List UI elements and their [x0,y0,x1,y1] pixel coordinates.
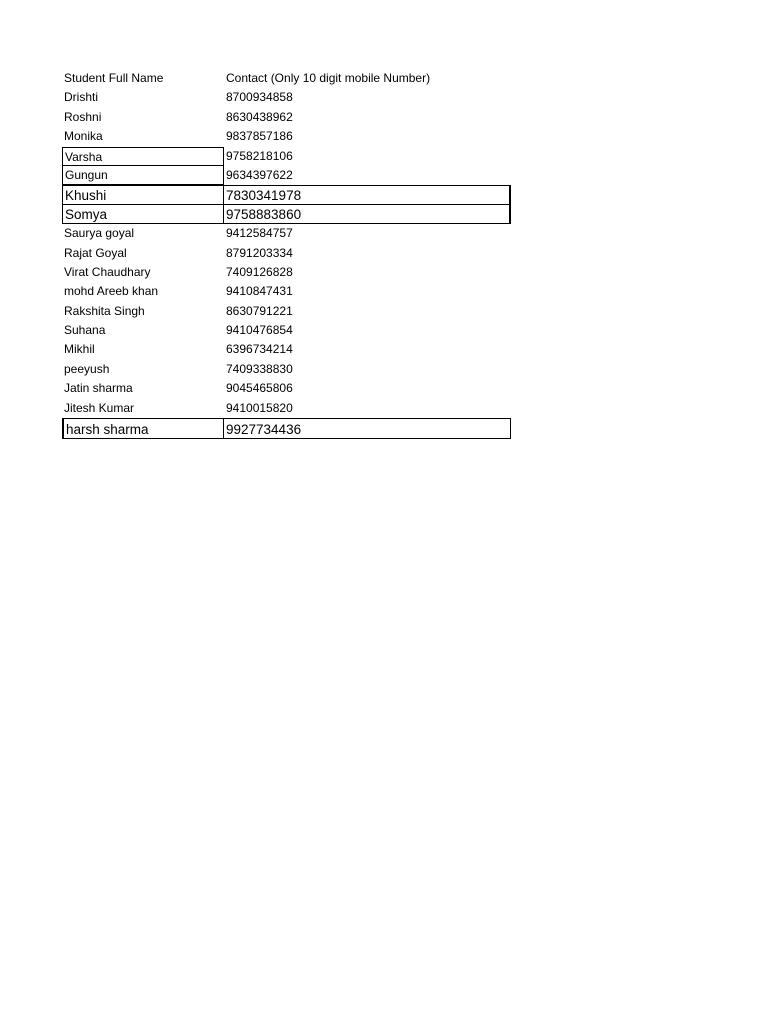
contact-cell[interactable]: 7409126828 [226,264,293,279]
contact-cell[interactable]: 8630438962 [226,109,293,124]
student-name-cell[interactable]: Jitesh Kumar [64,400,135,415]
contact-cell[interactable]: 9634397622 [226,167,293,182]
contact-cell[interactable]: 6396734214 [226,342,293,357]
contact-cell[interactable]: 7830341978 [224,185,511,204]
table-row [62,244,511,263]
table-row [62,418,511,439]
contact-cell[interactable]: 8630791221 [226,303,293,318]
student-name-cell[interactable]: Monika [64,129,103,144]
table-row [62,321,511,340]
student-name-cell[interactable]: Drishti [64,90,99,105]
contact-cell[interactable]: 8791203334 [226,245,293,260]
contact-cell[interactable]: 9410476854 [226,323,293,338]
table-row [62,108,511,127]
table-row [62,360,511,379]
contact-cell[interactable]: 8700934858 [226,90,293,105]
student-name-cell[interactable]: Roshni [64,109,102,124]
contact-cell[interactable]: 9927734436 [224,418,511,439]
student-name-cell[interactable]: peeyush [64,361,110,376]
table-row [62,205,511,224]
contact-cell[interactable]: 9045465806 [226,381,293,396]
table-row [62,147,511,166]
student-name-cell[interactable]: Mikhil [64,342,95,357]
table-row [62,127,511,146]
header-student-name[interactable]: Student Full Name [64,71,164,85]
student-name-cell[interactable]: mohd Areeb khan [64,284,159,299]
contact-cell[interactable]: 9410847431 [226,284,293,299]
student-name-cell[interactable]: harsh sharma [62,418,224,439]
contact-cell[interactable]: 9758883860 [224,205,511,224]
student-name-cell[interactable]: Varsha [62,147,224,166]
student-name-cell[interactable]: Rakshita Singh [64,303,145,318]
header-row [62,69,511,88]
header-contact[interactable]: Contact (Only 10 digit mobile Number) [226,71,431,85]
contact-cell[interactable]: 9758218106 [226,148,293,163]
contact-cell[interactable]: 9412584757 [226,226,293,241]
table-row [62,340,511,359]
student-name-cell[interactable]: Saurya goyal [64,226,135,241]
student-name-cell[interactable]: Virat Chaudhary [64,264,151,279]
table-row [62,185,511,204]
student-name-cell[interactable]: Khushi [62,185,224,204]
contact-cell[interactable]: 9410015820 [226,400,293,415]
table-row [62,224,511,243]
student-name-cell[interactable]: Gungun [62,166,224,185]
student-name-cell[interactable]: Suhana [64,323,106,338]
table-row [62,282,511,301]
table-row [62,302,511,321]
table-row [62,263,511,282]
spreadsheet-table [62,69,511,439]
table-row [62,166,511,185]
table-row [62,88,511,107]
table-row [62,379,511,398]
student-name-cell[interactable]: Rajat Goyal [64,245,127,260]
contact-cell[interactable]: 7409338830 [226,361,293,376]
student-name-cell[interactable]: Somya [62,205,224,224]
table-row [62,399,511,418]
contact-cell[interactable]: 9837857186 [226,129,293,144]
student-name-cell[interactable]: Jatin sharma [64,381,133,396]
